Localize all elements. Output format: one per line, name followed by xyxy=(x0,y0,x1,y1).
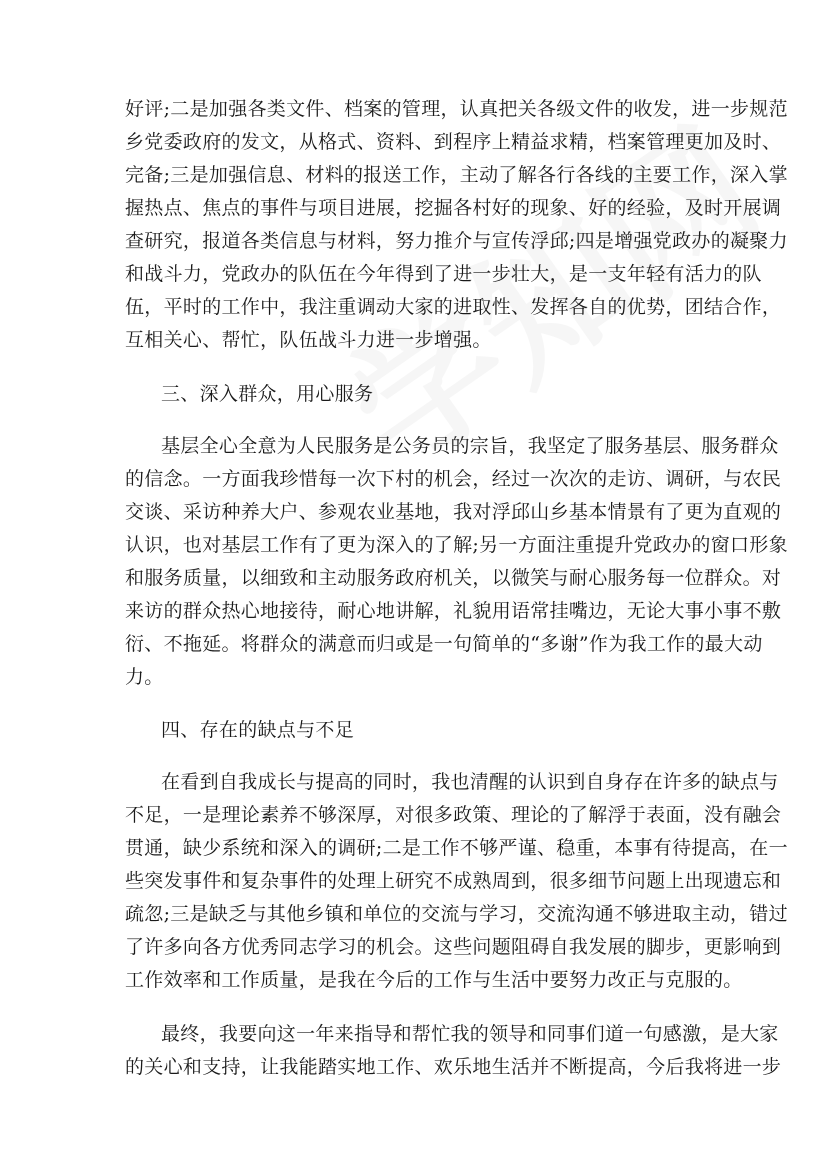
text-line: 基层全心全意为人民服务是公务员的宗旨，我坚定了服务基层、服务群众 xyxy=(161,435,779,457)
text-line: 互相关心、帮忙，队伍战斗力进一步增强。 xyxy=(125,329,492,351)
text-line: 在看到自我成长与提高的同时，我也清醒的认识到自身存在许多的缺点与 xyxy=(161,771,779,793)
text-line: 握热点、焦点的事件与项目进展，挖掘各村好的现象、好的经验，及时开展调 xyxy=(125,197,782,219)
text-line: 好评;二是加强各类文件、档案的管理，认真把关各级文件的收发，进一步规范 xyxy=(125,98,788,120)
text-line: 和服务质量，以细致和主动服务政府机关，以微笑与耐心服务每一位群众。对 xyxy=(125,567,782,589)
text-line: 工作效率和工作质量，是我在今后的工作与生活中要努力改正与克服的。 xyxy=(125,969,743,991)
text-line: 来访的群众热心地接待，耐心地讲解，礼貌用语常挂嘴边，无论大事小事不敷 xyxy=(125,600,782,622)
text-line: 的信念。一方面我珍惜每一次下村的机会，经过一次次的走访、调研，与农民 xyxy=(125,468,782,490)
text-line: 衍、不拖延。将群众的满意而归或是一句简单的“多谢”作为我工作的最大动 xyxy=(125,633,763,655)
section-heading: 三、深入群众，用心服务 xyxy=(161,383,374,405)
text-line: 最终，我要向这一年来指导和帮忙我的领导和同事们道一句感激，是大家 xyxy=(161,1023,779,1045)
text-line: 乡党委政府的发文，从格式、资料、到程序上精益求精，档案管理更加及时、 xyxy=(125,131,782,153)
text-line: 完备;三是加强信息、材料的报送工作，主动了解各行各线的主要工作，深入掌 xyxy=(125,164,788,186)
text-line: 交谈、采访种养大户、参观农业基地，我对浮邱山乡基本情景有了更为直观的 xyxy=(125,501,782,523)
text-line: 力。 xyxy=(125,666,164,688)
text-line: 认识，也对基层工作有了更为深入的了解;另一方面注重提升党政办的窗口形象 xyxy=(125,534,788,556)
text-line: 不足，一是理论素养不够深厚，对很多政策、理论的了解浮于表面，没有融会 xyxy=(125,804,782,826)
text-line: 伍，平时的工作中，我注重调动大家的进取性、发挥各自的优势，团结合作， xyxy=(125,296,782,318)
text-line: 和战斗力，党政办的队伍在今年得到了进一步壮大，是一支年轻有活力的队 xyxy=(125,263,762,285)
text-line: 疏忽;三是缺乏与其他乡镇和单位的交流与学习，交流沟通不够进取主动，错过 xyxy=(125,903,788,925)
text-line: 的关心和支持，让我能踏实地工作、欢乐地生活并不断提高，今后我将进一步 xyxy=(125,1056,782,1078)
text-line: 些突发事件和复杂事件的处理上研究不成熟周到，很多细节问题上出现遗忘和 xyxy=(125,870,782,892)
text-line: 查研究，报道各类信息与材料，努力推介与宣传浮邱;四是增强党政办的凝聚力 xyxy=(125,230,788,252)
text-line: 贯通，缺少系统和深入的调研;二是工作不够严谨、稳重，本事有待提高，在一 xyxy=(125,837,788,859)
section-heading: 四、存在的缺点与不足 xyxy=(161,719,355,741)
text-line: 了许多向各方优秀同志学习的机会。这些问题阻碍自我发展的脚步，更影响到 xyxy=(125,936,782,958)
